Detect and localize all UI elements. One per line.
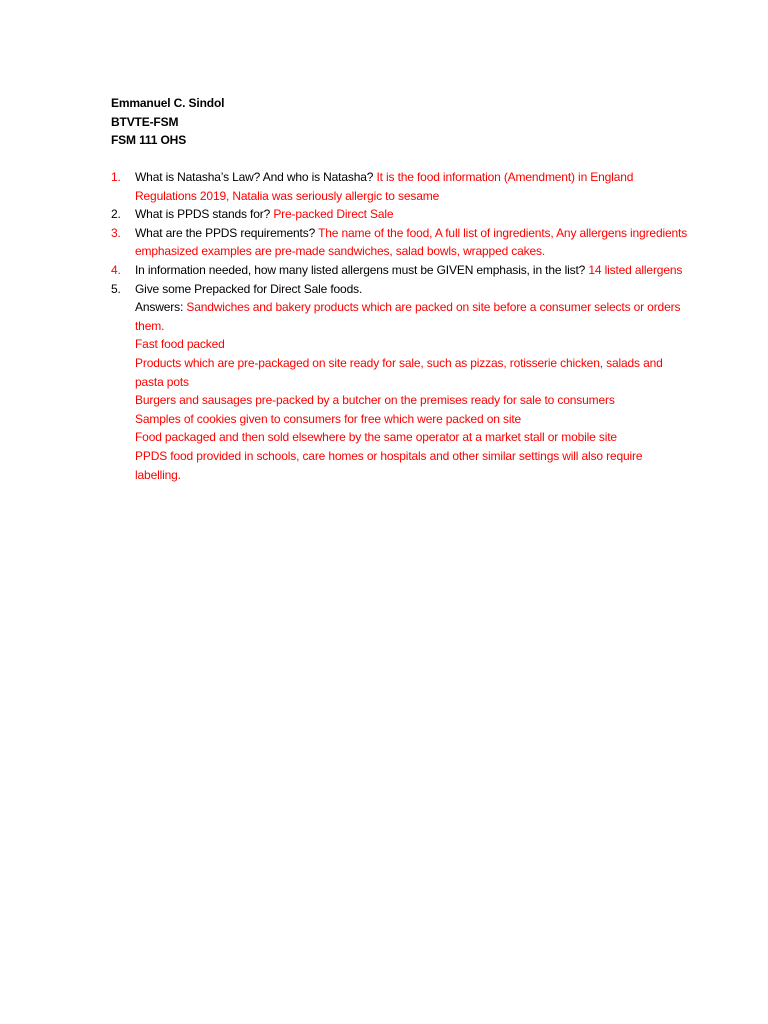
question-item-5 [111,280,691,485]
question-number: 4. [111,262,121,277]
answer-line: Food packaged and then sold elsewhere by the same operator at a market stall or mobile site [135,430,617,445]
answer-text: It is the food information (Amendment) in England Regulations 2019, Natalia was seriously allergic to sesame [135,170,634,203]
answer-line: Fast food packed [135,337,225,352]
question-item-3 [111,224,691,261]
answer-text: The name of the food, A full list of ingredients, Any allergens ingredients emphasized examples are pre-made sandwiches, salad bowls, wrapped cakes. [135,225,688,259]
question-item-4 [111,261,691,280]
question-number: 3. [111,225,121,240]
question-text: Give some Prepacked for Direct Sale foods. [135,281,363,296]
document-header [111,94,711,150]
question-text: What is Natasha’s Law? And who is Natasha? [135,170,377,184]
answer-text: Sandwiches and bakery products which are packed on site before a consumer selects or orders them. [135,300,681,333]
question-text: What are the PPDS requirements? [135,225,319,240]
question-number: 2. [111,207,121,222]
answers-block [135,298,691,335]
question-number: 5. [111,281,121,296]
answer-line: Samples of cookies given to consumers for free which were packed on site [135,411,522,426]
answer-line: Burgers and sausages pre-packed by a butcher on the premises ready for sale to consumers [135,393,615,408]
author-name: Emmanuel C. Sindol [111,96,225,110]
question-number: 1. [111,170,121,184]
question-text: In information needed, how many listed allergens must be GIVEN emphasis, in the list? [135,262,589,277]
answer-line: Products which are pre-packaged on site ready for sale, such as pizzas, rotisserie chicken, salads and pasta pots [135,355,663,389]
course-code: FSM 111 OHS [111,133,187,148]
question-text: What is PPDS stands for? [135,207,274,222]
answer-text: Pre-packed Direct Sale [273,207,394,222]
program-code: BTVTE-FSM [111,114,179,129]
question-item-1 [111,168,691,205]
question-list [111,168,691,484]
question-item-2 [111,205,691,224]
answer-text: 14 listed allergens [588,262,683,277]
answers-label: Answers: [135,300,187,315]
answer-line: PPDS food provided in schools, care homes or hospitals and other similar settings will also require labelling. [135,448,643,482]
